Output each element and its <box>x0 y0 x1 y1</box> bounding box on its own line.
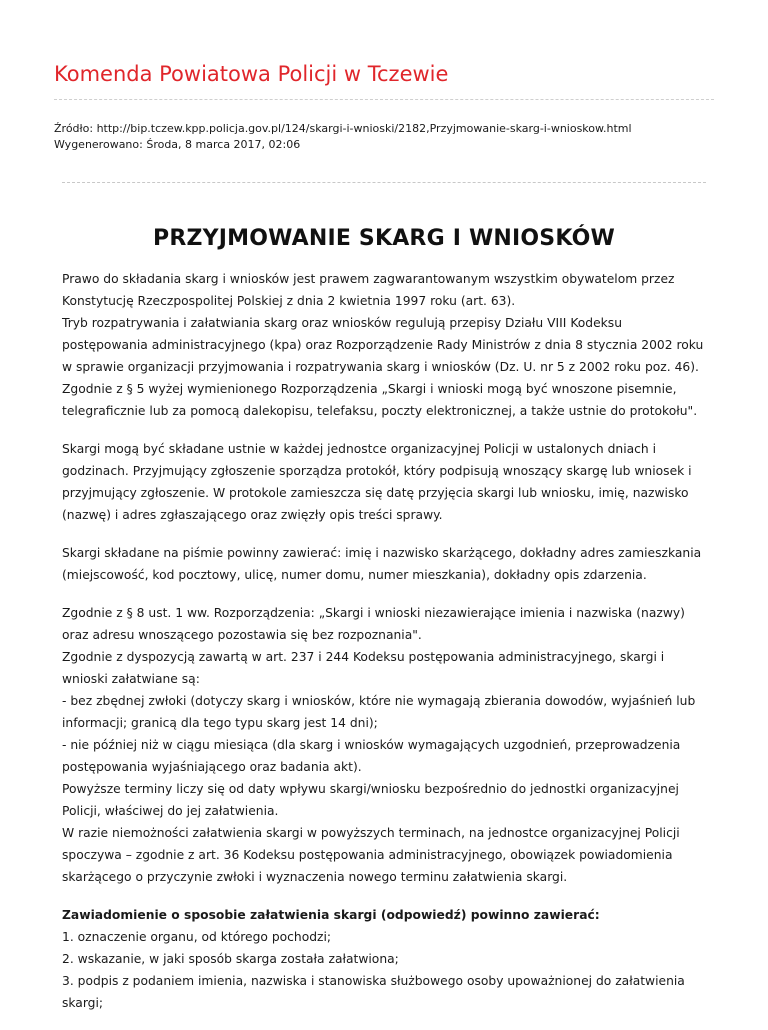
text-line: telegraficznie lub za pomocą dalekopisu, telefaksu, poczty elektronicznej, a także ustnie do protokołu". <box>62 404 698 418</box>
text-line: Zgodnie z § 5 wyżej wymienionego Rozporządzenia „Skargi i wnioski mogą być wnoszone pisemnie, <box>62 382 677 396</box>
text-line: wnioski załatwiane są: <box>62 672 200 686</box>
generated-line: Wygenerowano: Środa, 8 marca 2017, 02:06 <box>54 138 301 151</box>
text-line: Skargi mogą być składane ustnie w każdej jednostce organizacyjnej Policji w ustalonych dniach i <box>62 442 657 456</box>
paragraph-response-contents <box>62 904 710 1014</box>
text-line: informacji; granicą dla tego typu skarg jest 14 dni); <box>62 716 378 730</box>
list-item: skargi; <box>62 996 104 1010</box>
header-divider <box>54 99 714 100</box>
document-meta <box>54 121 632 153</box>
source-line: Źródło: http://bip.tczew.kpp.policja.gov.pl/124/skargi-i-wnioski/2182,Przyjmowanie-skarg-i-wnioskow.html <box>54 122 632 135</box>
text-line: postępowania administracyjnego (kpa) oraz Rozporządzenie Rady Ministrów z dnia 8 stycznia 2002 roku <box>62 338 704 352</box>
text-line: Skargi składane na piśmie powinny zawierać: imię i nazwisko skarżącego, dokładny adres zamieszkania <box>62 546 702 560</box>
list-item: 3. podpis z podaniem imienia, nazwiska i stanowiska służbowego osoby upoważnionej do załatwienia <box>62 974 685 988</box>
paragraph-constitution <box>62 268 710 422</box>
text-line: (nazwę) i adres zgłaszającego oraz zwięzły opis treści sprawy. <box>62 508 443 522</box>
text-line: - nie później niż w ciągu miesiąca (dla skarg i wniosków wymagających uzgodnień, przeprowadzenia <box>62 738 681 752</box>
text-line: - bez zbędnej zwłoki (dotyczy skarg i wniosków, które nie wymagają zbierania dowodów, wyjaśnień lub <box>62 694 696 708</box>
response-heading: Zawiadomienie o sposobie załatwienia skargi (odpowiedź) powinno zawierać: <box>62 908 600 922</box>
paragraph-written-complaints <box>62 542 710 586</box>
list-item: 2. wskazanie, w jaki sposób skarga została załatwiona; <box>62 952 399 966</box>
article-body <box>62 268 710 1030</box>
text-line: Prawo do składania skarg i wniosków jest prawem zagwarantowanym wszystkim obywatelom przez <box>62 272 675 286</box>
text-line: Tryb rozpatrywania i załatwiania skarg oraz wniosków regulują przepisy Działu VIII Kodeksu <box>62 316 622 330</box>
text-line: W razie niemożności załatwienia skargi w powyższych terminach, na jednostce organizacyjnej Policji <box>62 826 680 840</box>
text-line: przyjmujący zgłoszenie. W protokole zamieszcza się datę przyjęcia skargi lub wniosku, imię, nazwisko <box>62 486 689 500</box>
text-line: Zgodnie z dyspozycją zawartą w art. 237 i 244 Kodeksu postępowania administracyjnego, skargi i <box>62 650 665 664</box>
text-line: skarżącego o przyczynie zwłoki i wyznaczenia nowego terminu załatwienia skargi. <box>62 870 568 884</box>
text-line: spoczywa – zgodnie z art. 36 Kodeksu postępowania administracyjnego, obowiązek powiadomienia <box>62 848 673 862</box>
text-line: (miejscowość, kod pocztowy, ulicę, numer domu, numer mieszkania), dokładny opis zdarzenia. <box>62 568 647 582</box>
site-title: Komenda Powiatowa Policji w Tczewie <box>54 62 449 86</box>
page-title: PRZYJMOWANIE SKARG I WNIOSKÓW <box>153 226 615 251</box>
text-line: w sprawie organizacji przyjmowania i rozpatrywania skarg i wniosków (Dz. U. nr 5 z 2002 roku poz. 46). <box>62 360 699 374</box>
meta-divider <box>62 182 706 183</box>
text-line: oraz adresu wnoszącego pozostawia się bez rozpoznania". <box>62 628 422 642</box>
text-line: Policji, właściwej do jej załatwienia. <box>62 804 279 818</box>
text-line: godzinach. Przyjmujący zgłoszenie sporządza protokół, który podpisują wnoszący skargę lub wniosek i <box>62 464 692 478</box>
list-item: 1. oznaczenie organu, od którego pochodzi; <box>62 930 332 944</box>
paragraph-deadlines <box>62 602 710 888</box>
text-line: Konstytucję Rzeczpospolitej Polskiej z dnia 2 kwietnia 1997 roku (art. 63). <box>62 294 516 308</box>
text-line: Powyższe terminy liczy się od daty wpływu skargi/wniosku bezpośrednio do jednostki organizacyjnej <box>62 782 679 796</box>
text-line: Zgodnie z § 8 ust. 1 ww. Rozporządzenia: „Skargi i wnioski niezawierające imienia i nazwiska (nazwy) <box>62 606 685 620</box>
paragraph-oral-complaints <box>62 438 710 526</box>
text-line: postępowania wyjaśniającego oraz badania akt). <box>62 760 362 774</box>
